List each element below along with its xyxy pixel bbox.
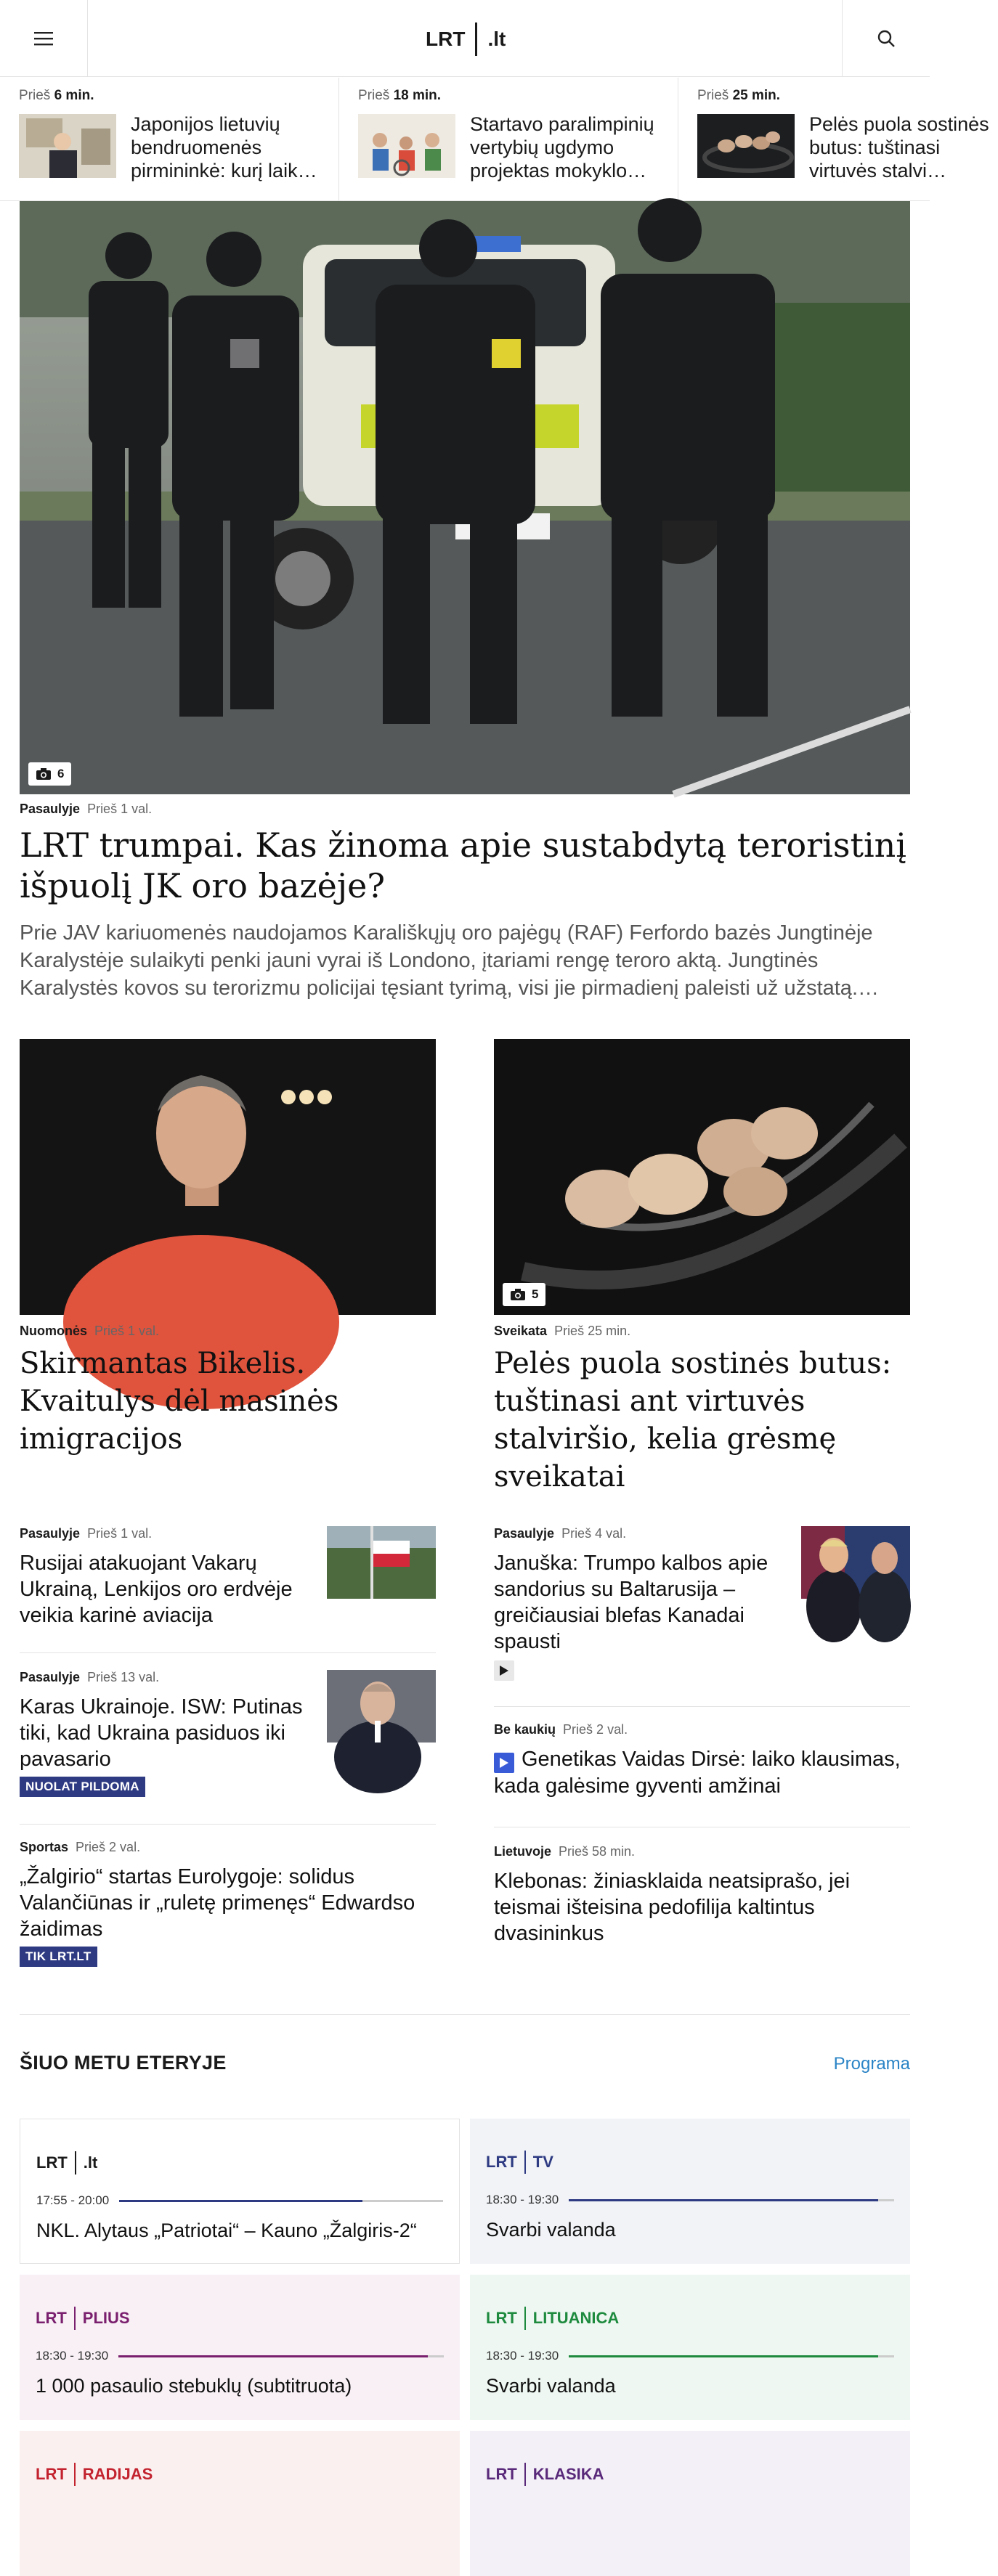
channel-logo-divider <box>74 2307 76 2330</box>
menu-button[interactable] <box>0 0 88 77</box>
photo-count-badge <box>503 1283 545 1306</box>
item-category[interactable]: Be kaukių <box>494 1722 556 1737</box>
hero-category[interactable]: Pasaulyje <box>20 802 81 816</box>
channel-card[interactable] <box>20 2119 460 2264</box>
item-category[interactable]: Sportas <box>20 1840 69 1854</box>
site-header <box>0 0 930 77</box>
card-time: Prieš 25 min. <box>554 1324 631 1338</box>
channel-card[interactable] <box>470 2431 910 2576</box>
logo-sub: .lt <box>487 28 506 50</box>
item-meta <box>494 1722 910 1737</box>
channel-logo-divider <box>75 2151 76 2174</box>
channel-logo <box>486 2463 894 2486</box>
list-item[interactable] <box>20 1840 436 1967</box>
menu-icon <box>34 31 53 46</box>
hero-lead: Prie JAV kariuomenės naudojamos Karališkųjų oro pajėgų (RAF) Ferfordo bazės Jungtinėje Karalystėje sulaikyti penki jauni vyrai iš Londono, įtariami rengę teroro aktą. Jungtinės Karalystės kovos su terorizmu policijai tęsiant tyrimą, visi jie pirmadienį paleisti už užstatą.… <box>20 921 879 1000</box>
card-meta <box>20 1324 159 1339</box>
ticker-time: Prieš 18 min. <box>358 88 442 103</box>
ticker-thumbnail <box>358 114 455 178</box>
list-item[interactable] <box>494 1722 910 1799</box>
item-thumbnail <box>801 1526 910 1599</box>
channel-progress <box>486 2349 894 2363</box>
search-button[interactable] <box>842 0 930 77</box>
item-title[interactable]: Januška: Trumpo kalbos apie sandorius su Baltarusija – greičiausiai blefas Kanadai spausti <box>494 1552 768 1653</box>
channel-logo <box>486 2151 894 2174</box>
channel-progress <box>36 2193 443 2208</box>
ticker-item[interactable] <box>339 78 678 201</box>
list-item[interactable] <box>20 1670 436 1797</box>
item-title[interactable]: Karas Ukrainoje. ISW: Putinas tiki, kad Ukraina pasiduos iki pavasario <box>20 1695 303 1771</box>
list-item[interactable] <box>20 1526 436 1629</box>
progress-track <box>118 2355 444 2357</box>
channel-time: 18:30 - 19:30 <box>486 2349 559 2363</box>
ticker-title: Japonijos lietuvių bendruomenės pirmininkė: kurį laik… <box>131 113 317 182</box>
card-title[interactable]: Skirmantas Bikelis. Kvaitulys dėl masinės imigracijos <box>20 1347 339 1456</box>
channel-logo-divider <box>524 2463 526 2486</box>
hero-photo <box>20 201 910 794</box>
channel-logo-divider <box>524 2151 526 2174</box>
channel-name: TV <box>532 2153 553 2171</box>
progress-fill <box>119 2200 362 2202</box>
divider <box>494 1706 910 1707</box>
ticker-thumbnail <box>19 114 116 178</box>
channel-name: PLIUS <box>82 2309 130 2327</box>
ticker-time: Prieš 6 min. <box>19 88 94 103</box>
item-time: Prieš 2 val. <box>563 1722 628 1737</box>
hero-time: Prieš 1 val. <box>87 802 153 816</box>
camera-icon <box>36 767 52 780</box>
channel-show: 1 000 pasaulio stebuklų (subtitruota) <box>36 2375 352 2397</box>
channel-name: RADIJAS <box>82 2465 153 2483</box>
photo-count: 5 <box>532 1287 539 1301</box>
channel-card[interactable] <box>20 2275 460 2420</box>
live-badge: NUOLAT PILDOMA <box>20 1777 145 1797</box>
item-time: Prieš 2 val. <box>76 1840 141 1854</box>
progress-fill <box>569 2355 877 2357</box>
hero-title[interactable]: LRT trumpai. Kas žinoma apie sustabdytą teroristinį išpuolį JK oro bazėje? <box>20 826 906 905</box>
ticker-item[interactable] <box>678 78 989 201</box>
card-image[interactable] <box>20 1039 436 1315</box>
channel-name: LITUANICA <box>532 2309 620 2327</box>
channel-logo-divider <box>524 2307 526 2330</box>
channel-logo <box>486 2307 894 2330</box>
channel-time: 18:30 - 19:30 <box>486 2193 559 2206</box>
channel-time: 18:30 - 19:30 <box>36 2349 109 2363</box>
item-time: Prieš 58 min. <box>559 1844 636 1859</box>
card-title[interactable]: Pelės puola sostinės butus: tuštinasi ant virtuvės stalviršio, kelia grėsmę sveikatai <box>494 1347 892 1493</box>
item-category[interactable]: Pasaulyje <box>494 1526 555 1541</box>
item-meta <box>20 1840 436 1855</box>
channel-progress <box>486 2193 894 2207</box>
card-photo <box>494 1039 910 1315</box>
ticker-title: Pelės puola sostinės butus: tuštinasi virtuvės stalvi… <box>809 113 989 182</box>
ticker-item[interactable] <box>0 78 339 201</box>
progress-track <box>119 2200 443 2202</box>
item-category[interactable]: Pasaulyje <box>20 1526 81 1541</box>
item-time: Prieš 13 val. <box>87 1670 160 1684</box>
ticker-title: Startavo paralimpinių vertybių ugdymo projektas mokyklo… <box>470 113 654 182</box>
progress-track <box>569 2355 894 2357</box>
ticker-thumbnail <box>697 114 795 178</box>
card-image[interactable] <box>494 1039 910 1315</box>
channel-brand: LRT <box>36 2309 67 2327</box>
item-time: Prieš 4 val. <box>561 1526 627 1541</box>
channel-name: KLASIKA <box>532 2465 604 2483</box>
logo-divider <box>475 23 477 56</box>
item-time: Prieš 1 val. <box>87 1526 153 1541</box>
video-icon <box>494 1753 514 1773</box>
photo-count: 6 <box>57 767 65 780</box>
channel-logo <box>36 2307 444 2330</box>
channel-name: .lt <box>83 2153 98 2172</box>
card-category[interactable]: Sveikata <box>494 1324 548 1338</box>
channel-progress <box>36 2349 444 2363</box>
news-ticker <box>0 78 989 201</box>
channel-brand: LRT <box>36 2153 68 2172</box>
channel-time: 17:55 - 20:00 <box>36 2193 110 2207</box>
item-title[interactable]: Rusijai atakuojant Vakarų Ukrainą, Lenkijos oro erdvėje veikia karinė aviacija <box>20 1552 293 1627</box>
card-photo <box>20 1039 436 1315</box>
program-link[interactable]: Programa <box>833 2054 910 2074</box>
item-title[interactable]: „Žalgirio“ startas Eurolygoje: solidus Valančiūnas ir „ruletę primenęs“ Edwardso žaidimas <box>20 1865 415 1941</box>
search-icon <box>877 29 896 48</box>
item-category[interactable]: Pasaulyje <box>20 1670 81 1684</box>
channel-logo <box>36 2463 444 2486</box>
onair-heading: ŠIUO METU ETERYJE <box>20 2052 227 2074</box>
channel-logo <box>36 2151 443 2174</box>
logo-main: LRT <box>426 28 466 50</box>
play-icon <box>500 1666 508 1676</box>
exclusive-badge: TIK LRT.LT <box>20 1947 97 1967</box>
item-meta <box>494 1844 910 1859</box>
list-item[interactable] <box>494 1526 910 1681</box>
channel-brand: LRT <box>486 2153 517 2171</box>
channel-show: Svarbi valanda <box>486 2375 616 2397</box>
channel-card[interactable] <box>470 2275 910 2420</box>
divider <box>20 1652 436 1653</box>
card-meta <box>494 1324 630 1339</box>
card-time: Prieš 1 val. <box>94 1324 160 1338</box>
site-logo[interactable] <box>426 22 506 57</box>
channel-show: Svarbi valanda <box>486 2219 616 2241</box>
progress-track <box>569 2199 894 2201</box>
video-play-button[interactable] <box>494 1660 514 1681</box>
channel-logo-divider <box>74 2463 76 2486</box>
channel-card[interactable] <box>470 2119 910 2264</box>
channel-brand: LRT <box>486 2465 517 2483</box>
item-title-text: Genetikas Vaidas Dirsė: laiko klausimas, kada galėsime gyventi amžinai <box>494 1748 901 1798</box>
hero-meta <box>20 802 152 817</box>
channel-show: NKL. Alytaus „Patriotai“ – Kauno „Žalgiris-2“ <box>36 2220 417 2241</box>
hero-image[interactable] <box>20 201 910 794</box>
item-category[interactable]: Lietuvoje <box>494 1844 552 1859</box>
item-title[interactable] <box>494 1746 910 1799</box>
channel-brand: LRT <box>36 2465 67 2483</box>
ticker-time: Prieš 25 min. <box>697 88 781 103</box>
channel-card[interactable] <box>20 2431 460 2576</box>
item-thumbnail <box>327 1670 436 1743</box>
list-item[interactable] <box>494 1844 910 1947</box>
divider <box>20 1824 436 1825</box>
photo-count-badge <box>28 762 71 786</box>
card-category[interactable]: Nuomonės <box>20 1324 88 1338</box>
progress-fill <box>118 2355 427 2357</box>
progress-fill <box>569 2199 877 2201</box>
camera-icon <box>510 1288 526 1301</box>
channel-brand: LRT <box>486 2309 517 2327</box>
item-title[interactable]: Klebonas: žiniasklaida neatsiprašo, jei teismai išteisina pedofilija kaltintus dvasininkus <box>494 1870 851 1945</box>
item-thumbnail <box>327 1526 436 1599</box>
section-divider <box>20 2014 910 2015</box>
